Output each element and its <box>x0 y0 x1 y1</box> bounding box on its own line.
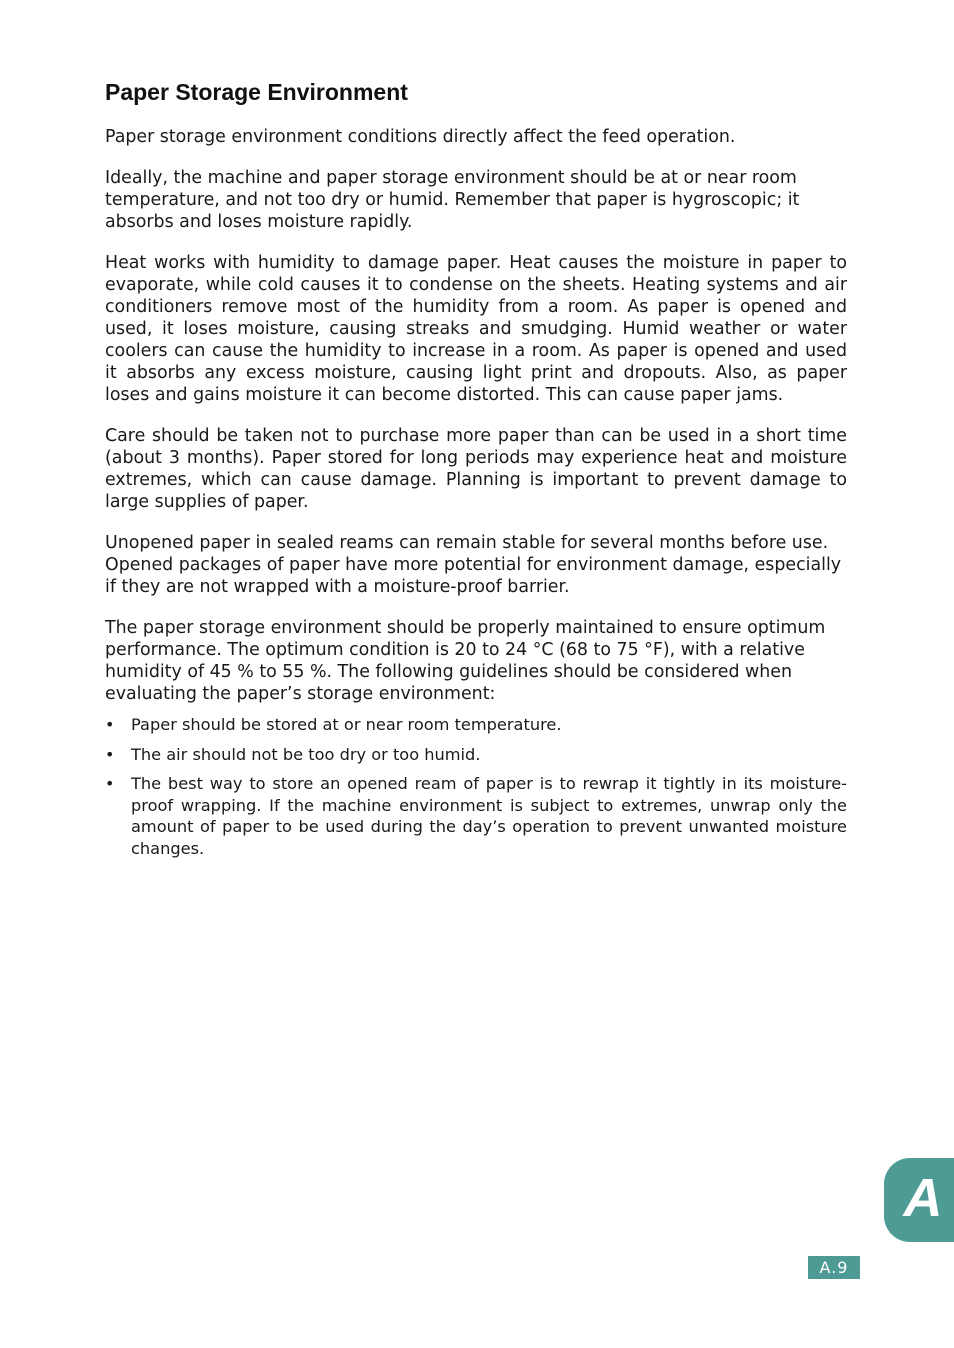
paragraph-heat-humidity: Heat works with humidity to damage paper. Heat causes the moisture in paper to evaporate, while cold causes it to condense on the sheets. Heating systems and air conditioners remove most of the humidity from a room. As paper is opened and used, it loses moisture, causing streaks and smudging. Humid weather or water coolers can cause the humidity to increase in a room. As paper is opened and used it absorbs any excess moisture, causing light print and dropouts. Also, as paper loses and gains moisture it can become distorted. This can cause paper jams. <box>105 253 847 405</box>
paragraph-purchase-care: Care should be taken not to purchase more paper than can be used in a short time (about 3 months). Paper stored for long periods may experience heat and moisture extremes, which can cause damage. Planning is important to prevent damage to large supplies of paper. <box>105 426 847 512</box>
list-item-text: Paper should be stored at or near room temperature. <box>131 715 562 734</box>
appendix-tab-letter: A <box>903 1168 943 1228</box>
list-item-text: The air should not be too dry or too humid. <box>131 744 481 764</box>
list-item-text: The best way to store an opened ream of paper is to rewrap it tightly in its moisture-proof wrapping. If the machine environment is subject to extremes, unwrap only the amount of paper to be used during the day’s operation to prevent unwanted moisture changes. <box>131 774 847 858</box>
list-item <box>105 773 847 859</box>
paragraph-intro: Paper storage environment conditions directly affect the feed operation. <box>105 127 736 147</box>
paragraph-ideal-environment: Ideally, the machine and paper storage environment should be at or near room temperature, and not too dry or humid. Remember that paper is hygroscopic; it absorbs and loses moisture rapidly. <box>105 168 800 232</box>
list-item <box>105 744 847 766</box>
bullet-icon: • <box>105 774 115 793</box>
page-number-badge: A.9 <box>808 1256 860 1279</box>
bullet-icon: • <box>105 715 115 734</box>
paragraph-unopened-paper: Unopened paper in sealed reams can remain stable for several months before use. Opened packages of paper have more potential for environment damage, especially if they are not wrapped with a moisture-proof barrier. <box>105 533 842 597</box>
guidelines-list <box>105 714 847 859</box>
paragraph-optimum-condition: The paper storage environment should be properly maintained to ensure optimum performance. The optimum condition is 20 to 24 °C (68 to 75 °F), with a relative humidity of 45 % to 55 %. The following guidelines should be considered when evaluating the paper’s storage environment: <box>105 618 826 704</box>
bullet-icon: • <box>105 744 115 764</box>
body-content <box>105 126 847 867</box>
list-item <box>105 714 847 736</box>
page-title: Paper Storage Environment <box>105 79 408 105</box>
